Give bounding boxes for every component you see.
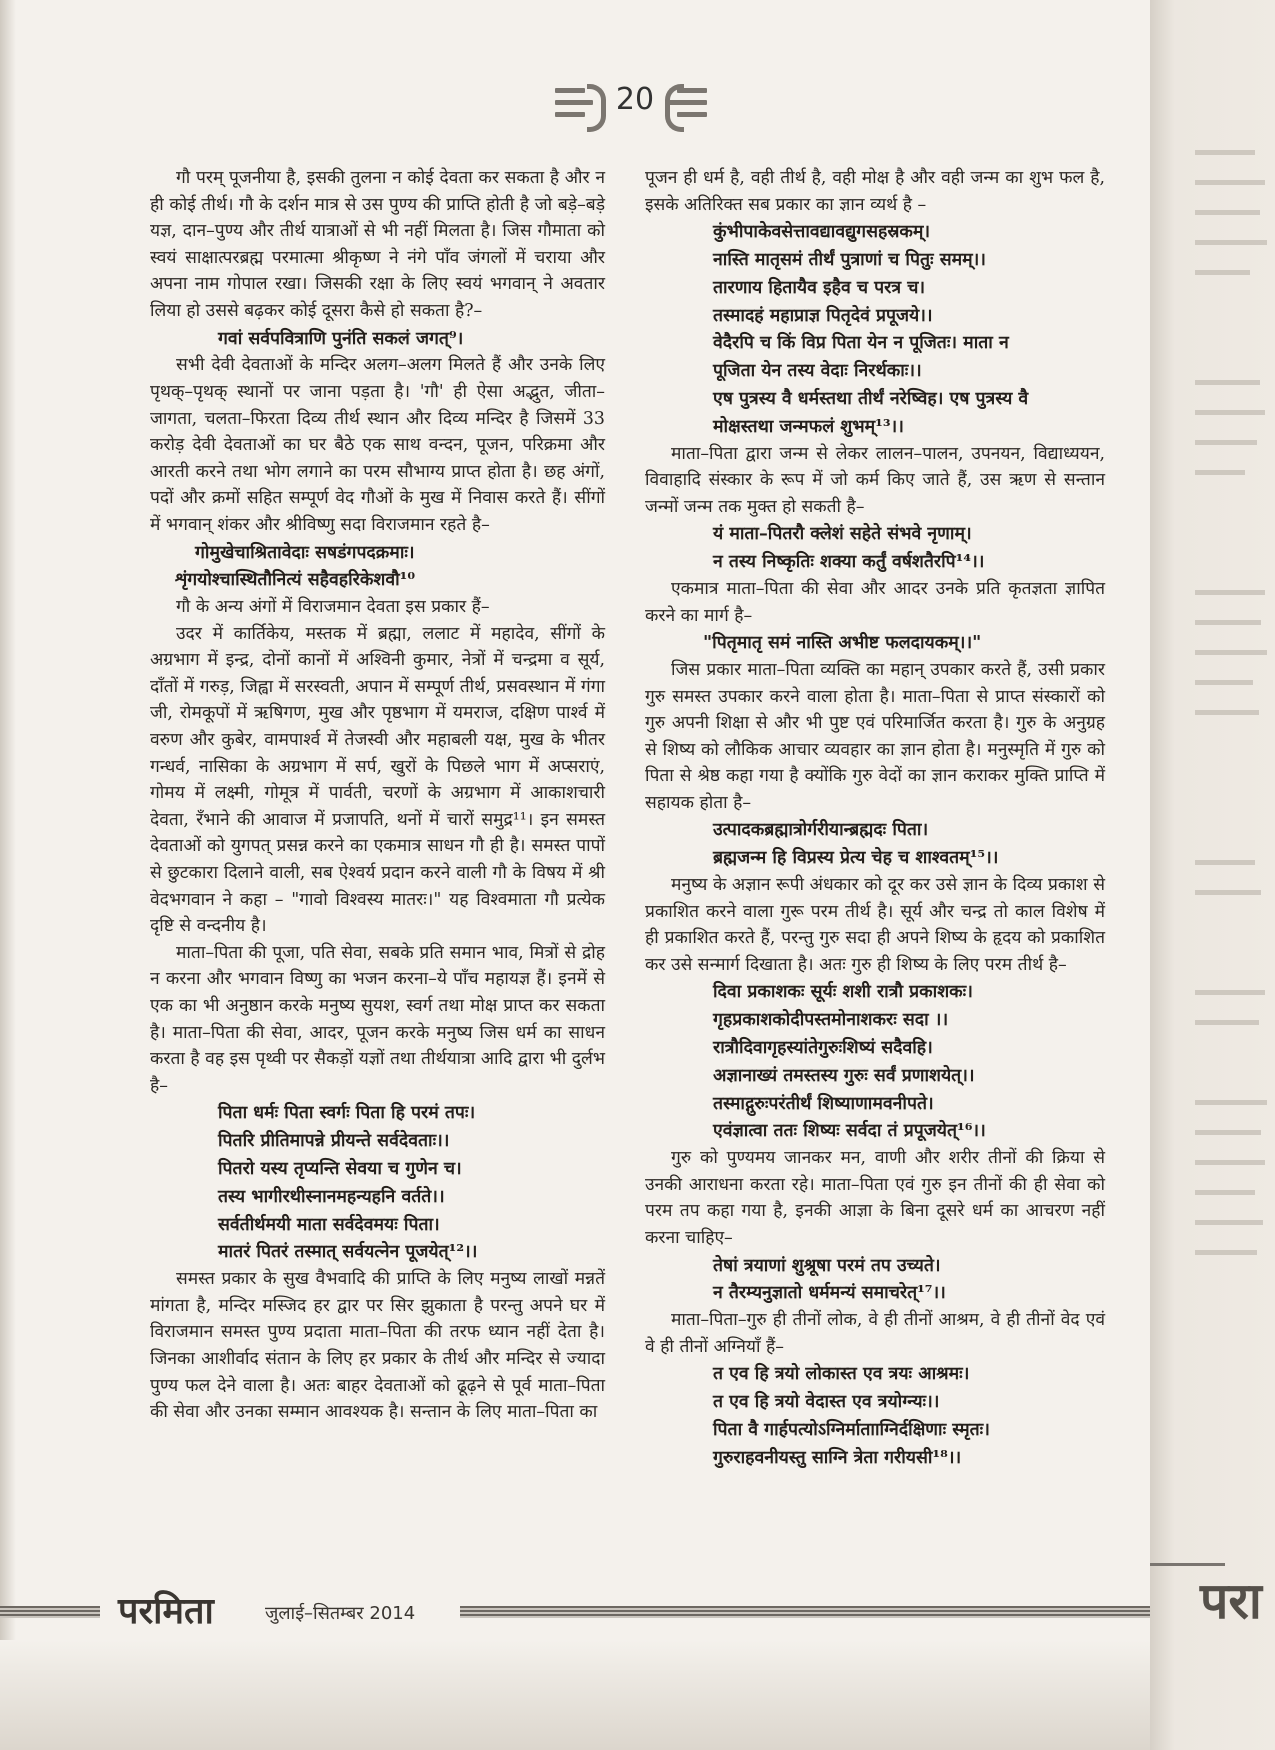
header-bracket-left xyxy=(587,84,606,132)
faded-text-line xyxy=(1195,470,1245,475)
paragraph: जिस प्रकार माता–पिता व्यक्ति का महान् उपकार करते हैं, उसी प्रकार गुरु समस्त उपकार करने वाला होता है। माता–पिता से प्राप्त संस्कारों को गुरु अपनी शिक्षा से और भी पुष्ट एवं परिमार्जित करता है। गुरु के अनुग्रह से शिष्य को लौकिक आचार व्यवहार का ज्ञान होता है। मनुस्मृति में गुरु को पिता से श्रेष्ठ कहा गया है क्योंकि गुरु वेदों का ज्ञान कराकर मुक्ति प्राप्ति में सहायक होता है– xyxy=(645,659,1105,813)
faded-text-line xyxy=(1195,890,1261,895)
verse-block xyxy=(645,978,1105,1145)
footer-rule xyxy=(0,1606,100,1618)
page-number: 20 xyxy=(615,82,655,117)
sanskrit-verse: मोक्षस्तथा जन्मफलं शुभम्¹³।। xyxy=(713,415,904,437)
page-shadow xyxy=(0,1640,1150,1750)
adjacent-page-edge xyxy=(1150,0,1275,1750)
paragraph: उदर में कार्तिकेय, मस्तक में ब्रह्मा, ललाट में महादेव, सींगों के अग्रभाग में इन्द्र, दोनों कानों में अश्विनी कुमार, नेत्रों में चन्द्रमा व सूर्य, दाँतों में गरुड़, जिह्वा में सरस्वती, अपान में सम्पूर्ण तीर्थ, प्रसवस्थान में गंगा जी, रोमकूपों में ऋषिगण, मुख और पृष्ठभाग में यमराज, दक्षिण पार्श्व में वरुण और कुबेर, वामपार्श्व में तेजस्वी और महाबली यक्ष, मुख के भीतर गन्धर्व, नासिका के अग्रभाग में सर्प, खुरों के पिछले भाग में अप्सराएं, गोमय में लक्ष्मी, गोमूत्र में पार्वती, चरणों के अग्रभाग में आकाशचारी देवता, रँभाने की आवाज में प्रजापति, थनों में चारों समुद्र¹¹। इन समस्त देवताओं को युगपत् प्रसन्न करने का एकमात्र साधन गौ ही है। समस्त पापों से छुटकारा दिलाने वाली, सब ऐश्वर्य प्रदान करने वाली गौ के विषय में श्री वेदभगवान ने कहा – "गावो विश्वस्य मातरः।" यह विश्वमाता गौ प्रत्येक दृष्टि से वन्दनीय है। xyxy=(150,623,605,937)
sanskrit-verse: तस्मादहं महाप्राज्ञ पितृदेवं प्रपूजये।। xyxy=(713,304,933,326)
sanskrit-verse: पितरि प्रीतिमापन्ने प्रीयन्ते सर्वदेवताः।। xyxy=(218,1130,450,1152)
sanskrit-verse: शृंगयोश्चास्थितौनित्यं सहैवहरिकेशवौ¹⁰ xyxy=(175,569,416,591)
faded-text-line xyxy=(1195,410,1265,415)
left-column xyxy=(150,165,605,1426)
header-ornament-right xyxy=(677,112,707,117)
sanskrit-verse: त एव हि त्रयो लोकास्त एव त्रयः आश्रमः। xyxy=(713,1363,970,1385)
paragraph: गौ के अन्य अंगों में विराजमान देवता इस प्रकार हैं– xyxy=(176,597,490,618)
sanskrit-verse: तस्माद्गुरुःपरंतीर्थं शिष्याणामवनीपते। xyxy=(713,1092,934,1114)
sanskrit-verse: पितरो यस्य तृप्यन्ति सेवया च गुणेन च। xyxy=(218,1157,462,1179)
faded-text-line xyxy=(1195,380,1260,385)
sanskrit-verse: अज्ञानाख्यं तमस्तस्य गुरुः सर्वं प्रणाशयेत्।। xyxy=(713,1064,975,1086)
header-ornament-left xyxy=(555,112,585,117)
sanskrit-verse: तेषां त्रयाणां शुश्रूषा परमं तप उच्यते। xyxy=(713,1254,941,1276)
faded-text-line xyxy=(1195,270,1250,275)
faded-text-line xyxy=(1195,180,1265,185)
verse-block xyxy=(645,1252,1105,1308)
sanskrit-verse: तस्य भागीरथीस्नानमहन्यहनि वर्तते।। xyxy=(218,1185,445,1207)
sanskrit-verse: पिता वै गार्हपत्योऽग्निर्मातााग्निर्दक्षिणाः स्मृतः। xyxy=(713,1418,990,1440)
paragraph: पूजन ही धर्म है, वही तीर्थ है, वही मोक्ष है और वही जन्म का शुभ फल है, इसके अतिरिक्त सब प्रकार का ज्ञान व्यर्थ है – xyxy=(645,168,1105,215)
sanskrit-verse: गुरुराहवनीयस्तु साग्नि त्रेता गरीयसी¹⁸।। xyxy=(713,1446,962,1468)
verse-block xyxy=(645,520,1105,576)
sanskrit-verse: वेदैरपि च किं विप्र पिता येन न पूजितः। माता न xyxy=(713,332,1009,354)
paragraph: मनुष्य के अज्ञान रूपी अंधकार को दूर कर उसे ज्ञान के दिव्य प्रकाश से प्रकाशित करने वाला गुरू परम तीर्थ है। सूर्य और चन्द्र तो काल विशेष में ही प्रकाशित करते हैं, परन्तु गुरु सदा ही अपने शिष्य के हृदय को प्रकाशित कर उसे सन्मार्ग दिखाता है। अतः गुरु ही शिष्य के लिए परम तीर्थ है– xyxy=(645,875,1105,975)
header-ornament-left xyxy=(555,88,585,93)
faded-text-line xyxy=(1195,590,1265,595)
paragraph: माता–पिता द्वारा जन्म से लेकर लालन–पालन, उपनयन, विद्याध्ययन, विवाहादि संस्कार के रूप में जो कर्म किए जाते हैं, उस ऋण से सन्तान जन्मों जन्म तक मुक्त हो सकती है– xyxy=(645,443,1105,517)
faded-text-line xyxy=(1195,240,1267,245)
faded-text-line xyxy=(1195,650,1267,655)
faded-text-line xyxy=(1195,1190,1255,1195)
paragraph: गौ परम् पूजनीया है, इसकी तुलना न कोई देवता कर सकता है और न ही कोई तीर्थ। गौ के दर्शन मात्र से उस पुण्य की प्राप्ति होती है जो बड़े–बड़े यज्ञ, दान–पुण्य और तीर्थ यात्राओं से भी नहीं मिलता है। जिस गौमाता को स्वयं साक्षात्परब्रह्म परमात्मा श्रीकृष्ण ने नंगे पाँव जंगलों में चराया और अपना नाम गोपाल रखा। जिसकी रक्षा के लिए स्वयं भगवान् ने अवतार लिया हो उससे बढ़कर कोई दूसरा कैसे हो सकता है?– xyxy=(150,168,605,321)
next-page-logo-fragment: परा xyxy=(1200,1572,1262,1630)
sanskrit-verse: रात्रौदिवागृहस्यांतेगुरुःशिष्यं सदैवहि। xyxy=(713,1037,933,1059)
sanskrit-verse: तारणाय हितायैव इहैव च परत्र च। xyxy=(713,276,926,298)
faded-text-line xyxy=(1195,620,1261,625)
faded-text-line xyxy=(1195,990,1265,995)
page-edge xyxy=(0,0,16,1750)
faded-text-line xyxy=(1195,1130,1261,1135)
paragraph: सभी देवी देवताओं के मन्दिर अलग–अलग मिलते हैं और उनके लिए पृथक्–पृथक् स्थानों पर जाना पड़ता है। 'गौ' ही ऐसा अद्भुत, जीता–जागता, चलता–फिरता दिव्य तीर्थ स्थान और दिव्य मन्दिर है जिसमें 33 करोड़ देवी देवताओं का घर बैठे एक साथ वन्दन, पूजन, परिक्रमा और आरती करने तथा भोग लगाने का परम सौभाग्य प्राप्त होता है। छह अंगों, पदों और क्रमों सहित सम्पूर्ण वेद गौओं के मुख में निवास करते हैं। सींगों में भगवान् शंकर और श्रीविष्णु सदा विराजमान रहते है– xyxy=(150,355,605,535)
sanskrit-verse: न तैरम्यनुज्ञातो धर्ममन्यं समाचरेत्¹⁷।। xyxy=(713,1282,946,1304)
sanskrit-verse: गृहप्रकाशकोदीपस्तमोनाशकरः सदा ।। xyxy=(713,1009,949,1031)
page-header xyxy=(555,80,715,126)
header-ornament-right xyxy=(677,88,707,93)
faded-text-line xyxy=(1195,1020,1259,1025)
sanskrit-verse: उत्पादकब्रह्मात्रोर्गरीयान्ब्रह्मदः पिता। xyxy=(713,819,929,841)
paragraph: समस्त प्रकार के सुख वैभवादि की प्राप्ति के लिए मनुष्य लाखों मन्नतें मांगता है, मन्दिर मस्जिद हर द्वार पर सिर झुकाता है परन्तु अपने घर में विराजमान समस्त पुण्य प्रदाता माता–पिता की तरफ ध्यान नहीं देता है। जिनका आशीर्वाद संतान के लिए हर प्रकार के तीर्थ और मन्दिर से ज्यादा पुण्य फल देने वाला है। अतः बाहर देवताओं को ढूढ़ने से पूर्व माता–पिता की सेवा और उनका सम्मान आवश्यक है। सन्तान के लिए माता–पिता का xyxy=(150,1269,605,1423)
sanskrit-verse: यं माता–पितरौ क्लेशं सहेते संभवे नृणाम्। xyxy=(713,523,972,545)
sanskrit-verse: नास्ति मातृसमं तीर्थं पुत्राणां च पितुः समम्।। xyxy=(713,248,986,270)
sanskrit-verse: त एव हि त्रयो वेदास्त एव त्रयोग्न्यः।। xyxy=(713,1391,940,1413)
faded-text-line xyxy=(1195,150,1255,155)
sanskrit-verse: सर्वतीर्थमयी माता सर्वदेवमयः पिता। xyxy=(218,1213,440,1235)
paragraph: माता–पिता की पूजा, पति सेवा, सबके प्रति समान भाव, मित्रों से द्रोह न करना और भगवान विष्णु का भजन करना–ये पाँच महायज्ञ हैं। इनमें से एक का भी अनुष्ठान करके मनुष्य सुयश, स्वर्ग तथा मोक्ष प्राप्त कर सकता है। माता–पिता की सेवा, आदर, पूजन करके मनुष्य जिस धर्म का साधन करता है वह इस पृथ्वी पर सैकड़ों यज्ञों तथा तीर्थयात्रा आदि द्वारा भी दुर्लभ है– xyxy=(150,942,605,1096)
sanskrit-verse: दिवा प्रकाशकः सूर्यः शशी रात्रौ प्रकाशकः। xyxy=(713,981,973,1003)
sanskrit-verse: ब्रह्मजन्म हि विप्रस्य प्रेत्य चेह च शाश्वतम्¹⁵।। xyxy=(713,847,999,869)
faded-text-line xyxy=(1195,710,1259,715)
faded-text-line xyxy=(1195,440,1257,445)
sanskrit-verse: "पितृमातृ समं नास्ति अभीष्ट फलदायकम्।।" xyxy=(703,632,982,654)
faded-text-line xyxy=(1195,1100,1267,1105)
verse-block xyxy=(645,1360,1105,1471)
right-column xyxy=(645,165,1105,1472)
paragraph: गुरु को पुण्यमय जानकर मन, वाणी और शरीर तीनों की क्रिया से उनकी आराधना करता रहे। माता–पिता एवं गुरु इन तीनों की ही सेवा को परम तप कहा गया है, इनकी आज्ञा के बिना दूसरे धर्म का आचरण नहीं करना चाहिए– xyxy=(645,1148,1105,1249)
sanskrit-verse: न तस्य निष्कृतिः शक्या कर्तुं वर्षशतैरपि¹⁴।। xyxy=(713,551,985,573)
faded-text-line xyxy=(1195,680,1253,685)
faded-text-line xyxy=(1195,210,1260,215)
sanskrit-verse: कुंभीपाकेवसेत्तावद्यावद्युगसहस्रकम्। xyxy=(713,221,931,243)
paragraph: एकमात्र माता–पिता की सेवा और आदर उनके प्रति कृतज्ञता ज्ञापित करने का मार्ग है– xyxy=(645,578,1105,626)
faded-text-line xyxy=(1195,860,1255,865)
issue-date: जुलाई–सितम्बर 2014 xyxy=(265,1603,416,1624)
verse-block xyxy=(645,218,1105,440)
page-footer xyxy=(0,1592,1150,1632)
faded-text-line xyxy=(1195,1160,1265,1165)
footer-rule xyxy=(460,1606,1150,1618)
sanskrit-verse: पिता धर्मः पिता स्वर्गः पिता हि परमं तपः। xyxy=(218,1102,476,1124)
sanskrit-verse: गवां सर्वपवित्राणि पुनंति सकलं जगत्⁹। xyxy=(218,327,464,349)
verse-block xyxy=(645,816,1105,872)
verse-block xyxy=(150,1099,605,1266)
faded-text-line xyxy=(1195,1250,1257,1255)
sanskrit-verse: पूजिता येन तस्य वेदाः निरर्थकाः।। xyxy=(713,360,922,382)
header-ornament-right xyxy=(669,100,707,105)
magazine-logo: परमिता xyxy=(118,1591,214,1632)
sanskrit-verse: एष पुत्रस्य वै धर्मस्तथा तीर्थं नरेष्विह। एष पुत्रस्य वै xyxy=(713,387,1029,409)
paragraph: माता–पिता–गुरु ही तीनों लोक, वे ही तीनों आश्रम, वे ही तीनों वेद एवं वे ही तीनों अग्नियाँ हैं– xyxy=(645,1310,1105,1357)
sanskrit-verse: एवंज्ञात्वा ततः शिष्यः सर्वदा तं प्रपूजयेत्¹⁶।। xyxy=(713,1120,986,1142)
sanskrit-verse: गोमुखेचाश्रितावेदाः सषडंगपदक्रमाः। xyxy=(195,541,415,563)
faded-text-line xyxy=(1195,1220,1263,1225)
sanskrit-verse: मातरं पितरं तस्मात् सर्वयत्नेन पूजयेत्¹²।। xyxy=(218,1241,478,1263)
